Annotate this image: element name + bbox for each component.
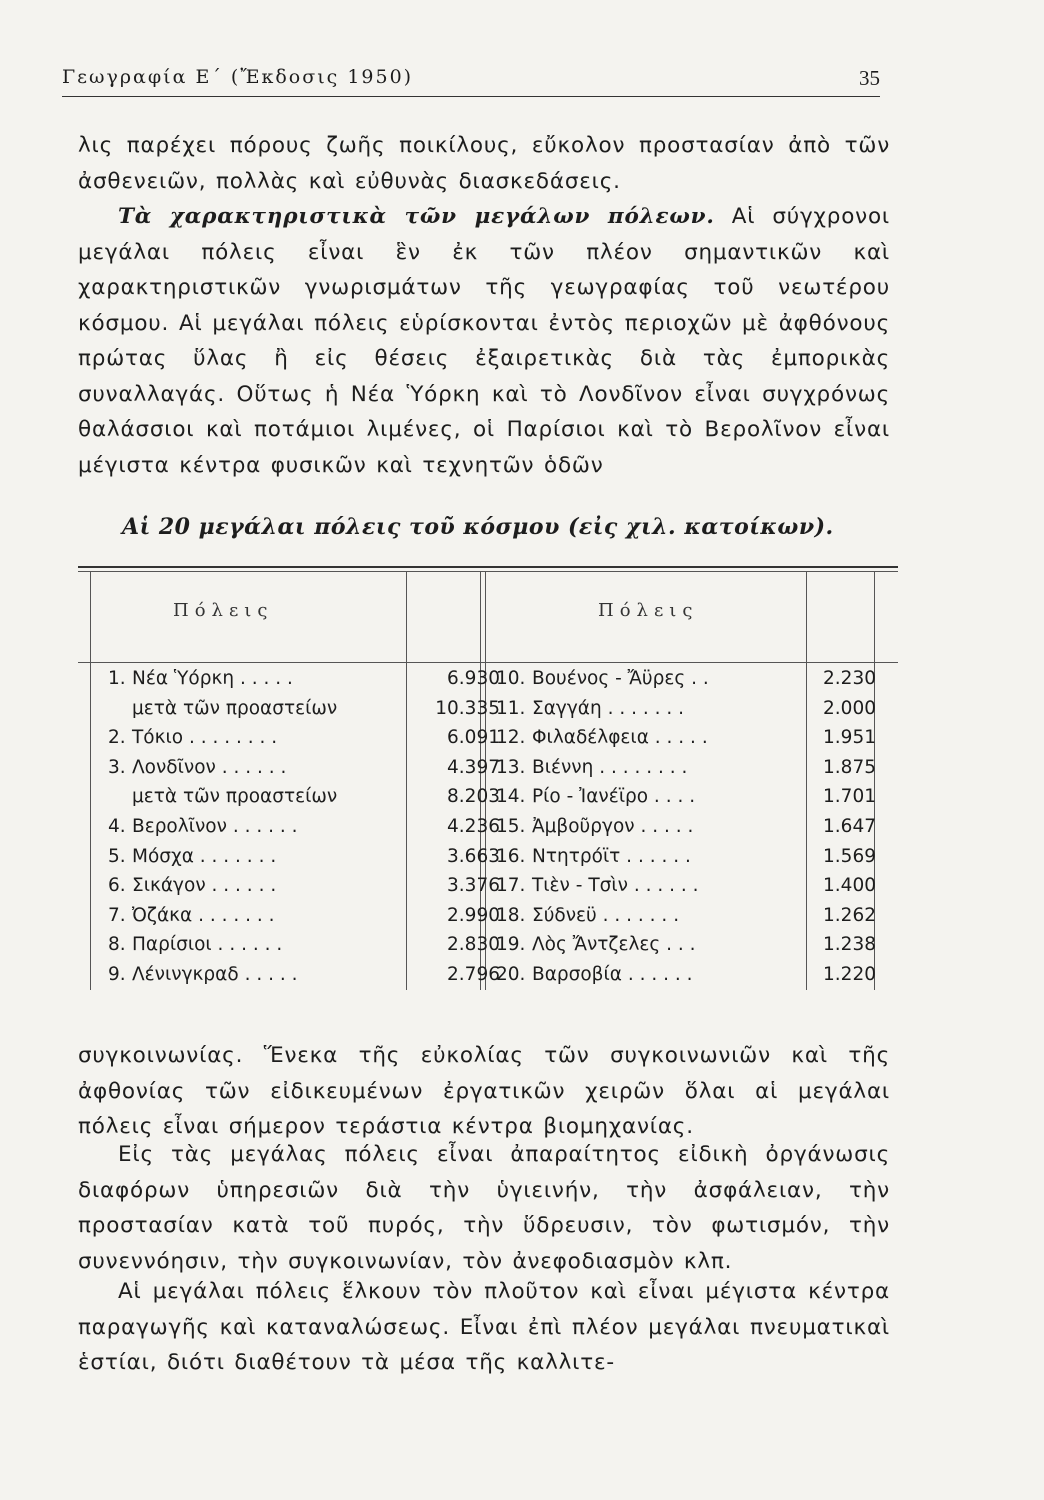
section-paragraph <box>78 199 890 483</box>
table-row: 4. Βερολῖνον . . . . . . 4.236 <box>108 815 500 837</box>
table-header-cities-right: Πόλεις <box>598 600 699 621</box>
paragraph-industry: συγκοινωνίας. Ἕνεκα τῆς εὐκολίας τῶν συγκοινωνιῶν καὶ τῆς ἀφθονίας τῶν εἰδικευμένων ἐργατικῶν χειρῶν ὅλαι αἱ μεγάλαι πόλεις εἶναι σήμερον τεράστια κέντρα βιομηχανίας. <box>78 1043 890 1139</box>
table-row: 3. Λονδῖνον . . . . . . 4.397 <box>108 756 500 778</box>
table-row: 5. Μόσχα . . . . . . . 3.663 <box>108 845 500 867</box>
table-left-column <box>108 668 508 994</box>
table-right-column <box>496 668 896 994</box>
page-header <box>62 64 880 97</box>
table-row: 9. Λένινγκραδ . . . . . 2.796 <box>108 963 500 985</box>
table-row: 14. Ρίο - Ἰανέϊρο . . . . 1.701 <box>496 786 876 808</box>
table-row: μετὰ τῶν προαστείων 10.335 <box>132 697 500 719</box>
table-row: 18. Σύδνεϋ . . . . . . . 1.262 <box>496 904 876 926</box>
table-header-rule <box>78 662 898 663</box>
table-row: 20. Βαρσοβία . . . . . . 1.220 <box>496 963 876 985</box>
table-row: 2. Τόκιο . . . . . . . . 6.091 <box>108 727 500 749</box>
section-text: Αἱ σύγχρονοι μεγάλαι πόλεις εἶναι ἓν ἐκ τῶν πλέον σημαντικῶν καὶ χαρακτηριστικῶν γνωρισμάτων τῆς γεωγραφίας τοῦ νεωτέρου κόσμου. Αἱ μεγάλαι πόλεις εὑρίσκονται ἐντὸς περιοχῶν μὲ ἀφθόνους πρώτας ὕλας ἢ εἰς θέσεις ἐξαιρετικὰς διὰ τὰς ἐμπορικὰς συναλλαγάς. Οὕτως ἡ Νέα Ὑόρκη καὶ τὸ Λονδῖνον εἶναι συγχρόνως θαλάσσιοι καὶ ποτάμιοι λιμένες, οἱ Παρίσιοι καὶ τὸ Βερολῖνον εἶναι μέγιστα κέντρα φυσικῶν καὶ τεχνητῶν ὁδῶν <box>78 204 890 478</box>
table-row: 19. Λὸς Ἄντζελες . . . 1.238 <box>496 934 876 956</box>
table-row: 16. Ντητρόϊτ . . . . . . 1.569 <box>496 845 876 867</box>
table-row: 17. Τιὲν - Τσὶν . . . . . . 1.400 <box>496 875 876 897</box>
table-top-rule <box>78 566 898 568</box>
table-title: Αἱ 20 μεγάλαι πόλεις τοῦ κόσμου (εἰς χιλ. κατοίκων). <box>122 514 834 540</box>
cities-table <box>78 562 898 992</box>
table-row: 12. Φιλαδέλφεια . . . . . 1.951 <box>496 727 876 749</box>
page-number: 35 <box>859 66 880 90</box>
table-row: μετὰ τῶν προαστείων 8.203 <box>132 786 500 808</box>
paragraph-wealth: Αἱ μεγάλαι πόλεις ἕλκουν τὸν πλοῦτον καὶ εἶναι μέγιστα κέντρα παραγωγῆς καὶ καταναλώσεως. Εἶναι ἐπὶ πλέον μεγάλαι πνευματικαὶ ἑστίαι, διότι διαθέτουν τὰ μέσα τῆς καλλιτε- <box>78 1279 890 1375</box>
paragraph-services: Εἰς τὰς μεγάλας πόλεις εἶναι ἀπαραίτητος εἰδικὴ ὀργάνωσις διαφόρων ὑπηρεσιῶν διὰ τὴν ὑγιεινήν, τὴν ἀσφάλειαν, τὴν προστασίαν κατὰ τοῦ πυρός, τὴν ὕδρευσιν, τὸν φωτισμόν, τὴν συνεννόησιν, τὴν συγκοινωνίαν, τὸν ἀνεφοδιασμὸν κλπ. <box>78 1142 890 1274</box>
table-row: 10. Βουένος - Ἄϋρες . . 2.230 <box>496 668 876 689</box>
table-row: 13. Βιέννη . . . . . . . . 1.875 <box>496 756 876 778</box>
table-top-rule-inner <box>78 571 898 572</box>
running-title: Γεωγραφία Ε΄ (Ἔκδοσις 1950) <box>62 66 414 88</box>
intro-paragraph: λις παρέχει πόρους ζωῆς ποικίλους, εὔκολον προστασίαν ἀπὸ τῶν ἀσθενειῶν, πολλὰς καὶ εὐθυνὰς διασκεδάσεις. <box>78 133 890 194</box>
table-row: 15. Ἀμβοῦργον . . . . . 1.647 <box>496 815 876 837</box>
table-header-cities-left: Πόλεις <box>173 600 274 621</box>
table-vline <box>90 572 91 990</box>
section-heading: Τὰ χαρακτηριστικὰ τῶν μεγάλων πόλεων. <box>118 204 715 229</box>
table-row: 11. Σαγγάη . . . . . . . 2.000 <box>496 697 876 719</box>
table-row: 1. Νέα Ὑόρκη . . . . . 6.930 <box>108 668 500 689</box>
table-row: 6. Σικάγον . . . . . . 3.376 <box>108 875 500 897</box>
table-row: 7. Ὀζάκα . . . . . . . 2.990 <box>108 904 500 926</box>
table-row: 8. Παρίσιοι . . . . . . 2.830 <box>108 934 500 956</box>
